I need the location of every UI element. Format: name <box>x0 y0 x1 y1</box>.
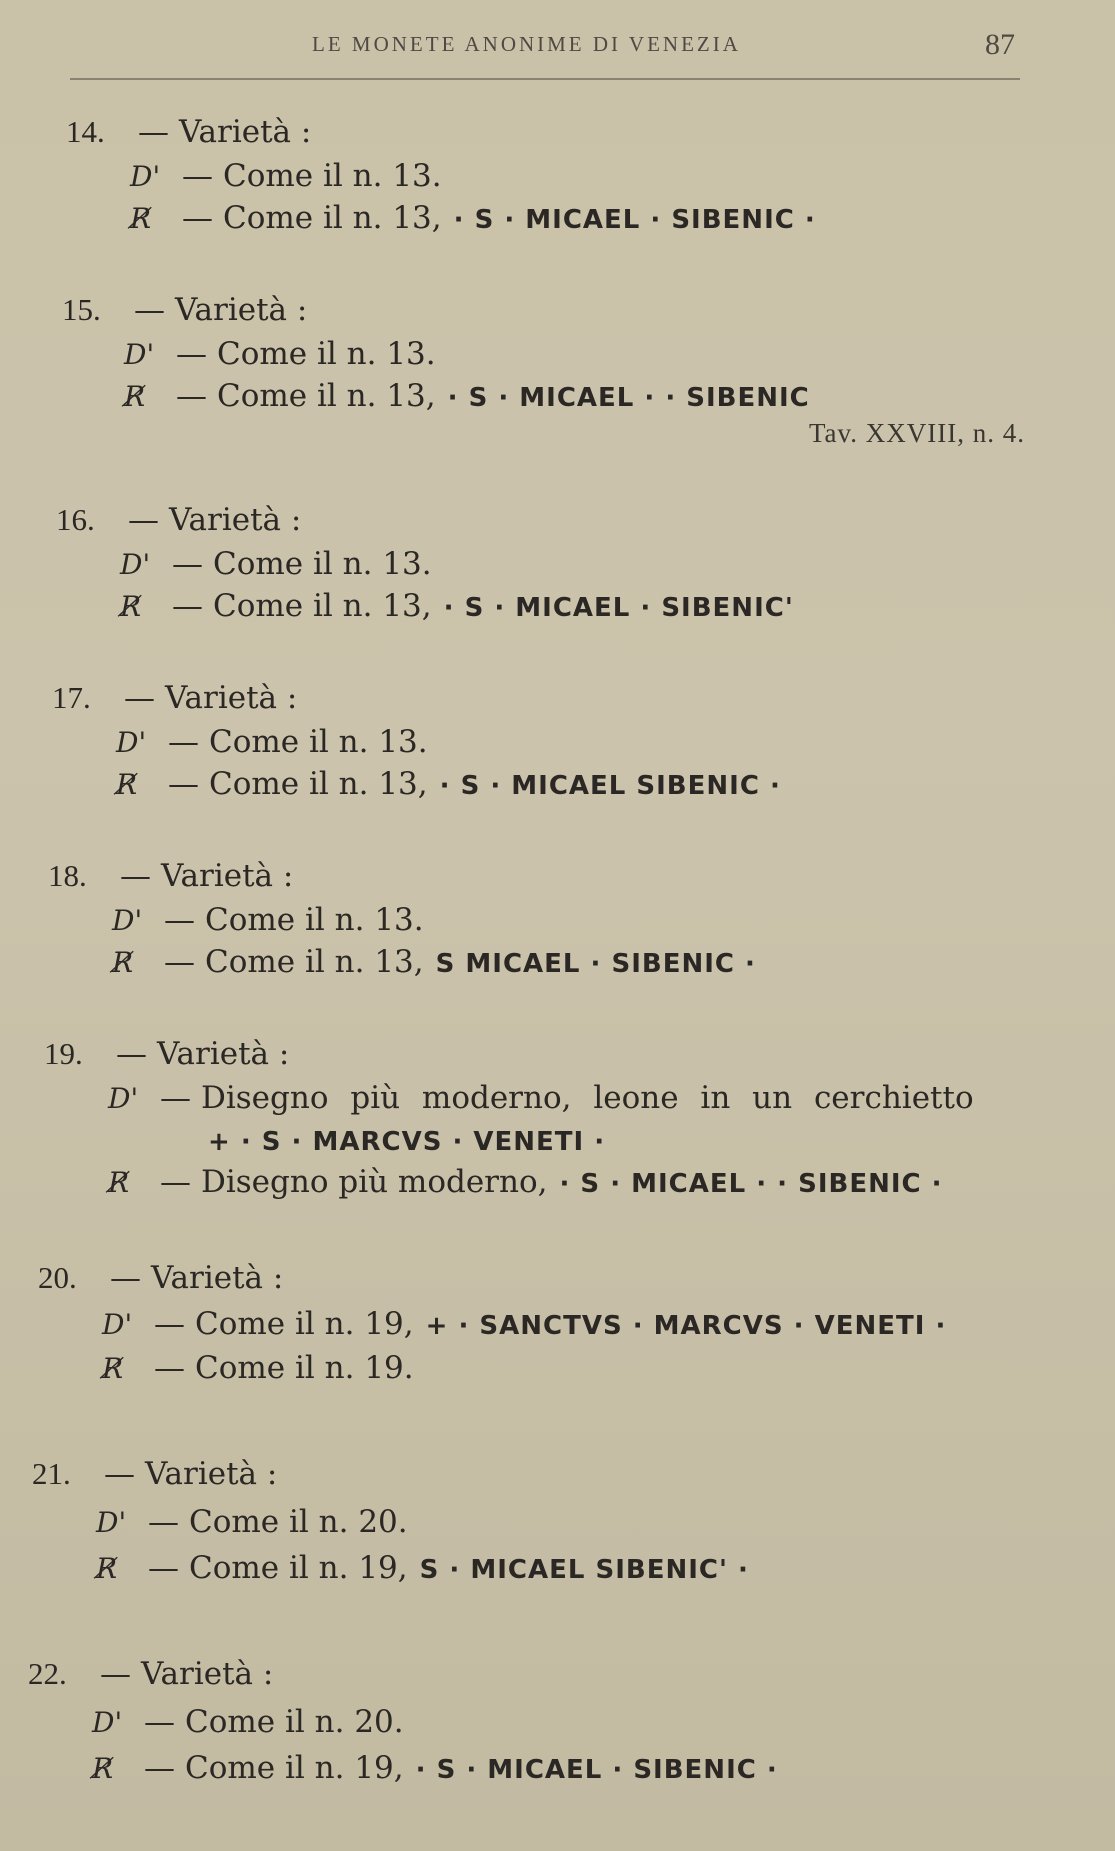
header-rule <box>70 78 1020 80</box>
reverse-line: R̸ — Come il n. 19. <box>102 1348 414 1389</box>
reverse-line: R̸ — Come il n. 13, S MICAEL · SIBENIC · <box>112 942 756 984</box>
obverse-text: Come il n. 20. <box>185 1704 404 1740</box>
reverse-text: Disegno più moderno, <box>201 1164 548 1200</box>
reverse-symbol: R̸ <box>96 1552 118 1585</box>
entry-number: 20. <box>38 1260 77 1295</box>
entry-number: 17. <box>52 680 91 715</box>
reverse-line: R̸ — Come il n. 13, · S · MICAEL SIBENIC · <box>116 764 781 806</box>
entry-title: Varietà : <box>151 1260 284 1296</box>
obverse-line: D' — Come il n. 13. <box>124 334 436 375</box>
obverse-symbol: D' <box>112 904 143 937</box>
reverse-text: Come il n. 13, <box>209 766 428 802</box>
reverse-line: R̸ — Come il n. 19, · S · MICAEL · SIBENIC · <box>92 1748 778 1790</box>
reverse-legend: · S · MICAEL · · SIBENIC · <box>559 1169 943 1199</box>
reverse-symbol: R̸ <box>108 1166 130 1199</box>
obverse-legend: + · SANCTVS · MARCVS · VENETI · <box>425 1311 947 1341</box>
reverse-legend: S · MICAEL SIBENIC' · <box>419 1555 749 1585</box>
obverse-symbol: D' <box>108 1082 139 1115</box>
obverse-symbol: D' <box>96 1506 127 1539</box>
reverse-symbol: R̸ <box>120 590 142 623</box>
obverse-line: D' — Come il n. 13. <box>120 544 432 585</box>
page-number: 87 <box>985 28 1015 61</box>
entry-title: Varietà : <box>179 114 312 150</box>
entry-heading: 21. — Varietà : <box>32 1456 278 1492</box>
obverse-symbol: D' <box>124 338 155 371</box>
entry-heading: 16. — Varietà : <box>56 502 302 538</box>
obverse-text: Come il n. 13. <box>209 724 428 760</box>
reverse-line: R̸ — Come il n. 13, · S · MICAEL · SIBENIC' <box>120 586 794 628</box>
reverse-legend: · S · MICAEL · SIBENIC · <box>415 1755 778 1785</box>
obverse-line: D' — Come il n. 13. <box>130 156 442 197</box>
reverse-text: Come il n. 13, <box>217 378 436 414</box>
entry-title: Varietà : <box>161 858 294 894</box>
reverse-text: Come il n. 13, <box>213 588 432 624</box>
entry-heading: 18. — Varietà : <box>48 858 294 894</box>
reverse-line: R̸ — Disegno più moderno, · S · MICAEL · · SIBENIC · <box>108 1162 943 1204</box>
reverse-text: Come il n. 13, <box>205 944 424 980</box>
reverse-text: Come il n. 19, <box>185 1750 404 1786</box>
entry-number: 21. <box>32 1456 71 1491</box>
entry-title: Varietà : <box>157 1036 290 1072</box>
reverse-text: Come il n. 13, <box>223 200 442 236</box>
obverse-symbol: D' <box>92 1706 123 1739</box>
entry-title: Varietà : <box>169 502 302 538</box>
obverse-line: D' — Disegno più moderno, leone in un cerchietto <box>108 1078 974 1119</box>
obverse-text: Come il n. 20. <box>189 1504 408 1540</box>
obverse-line: D' — Come il n. 20. <box>96 1502 408 1543</box>
reverse-legend: · S · MICAEL · SIBENIC' <box>443 593 794 623</box>
reverse-symbol: R̸ <box>116 768 138 801</box>
reverse-symbol: R̸ <box>130 202 152 235</box>
obverse-text: Come il n. 13. <box>223 158 442 194</box>
obverse-legend-line <box>196 1120 605 1162</box>
entry-title: Varietà : <box>141 1656 274 1692</box>
entry-number: 19. <box>44 1036 83 1071</box>
obverse-symbol: D' <box>116 726 147 759</box>
entry-number: 15. <box>62 292 101 327</box>
entry-heading: 17. — Varietà : <box>52 680 298 716</box>
plate-reference: Tav. XXVIII, n. 4. <box>808 418 1025 448</box>
entry-heading: 15. — Varietà : <box>62 292 308 328</box>
running-head: LE MONETE ANONIME DI VENEZIA <box>312 32 741 56</box>
entry-heading: 22. — Varietà : <box>28 1656 274 1692</box>
reverse-line: R̸ — Come il n. 13, · S · MICAEL · · SIBENIC <box>124 376 810 418</box>
reverse-symbol: R̸ <box>112 946 134 979</box>
obverse-line: D' — Come il n. 19, + · SANCTVS · MARCVS · VENETI · <box>102 1304 946 1346</box>
obverse-text: Come il n. 13. <box>217 336 436 372</box>
obverse-line: D' — Come il n. 13. <box>112 900 424 941</box>
obverse-symbol: D' <box>130 160 161 193</box>
entry-title: Varietà : <box>165 680 298 716</box>
entry-number: 16. <box>56 502 95 537</box>
reverse-legend: S MICAEL · SIBENIC · <box>435 949 756 979</box>
reverse-legend: · S · MICAEL · · SIBENIC <box>447 383 810 413</box>
reverse-legend: · S · MICAEL · SIBENIC · <box>453 205 816 235</box>
obverse-text: Come il n. 13. <box>213 546 432 582</box>
obverse-line: D' — Come il n. 20. <box>92 1702 404 1743</box>
entry-heading: 19. — Varietà : <box>44 1036 290 1072</box>
obverse-symbol: D' <box>102 1308 133 1341</box>
reverse-line: R̸ — Come il n. 19, S · MICAEL SIBENIC' · <box>96 1548 749 1590</box>
entry-heading: 14. — Varietà : <box>66 114 312 150</box>
entry-heading: 20. — Varietà : <box>38 1260 284 1296</box>
obverse-legend: + · S · MARCVS · VENETI · <box>208 1127 606 1157</box>
entry-number: 18. <box>48 858 87 893</box>
reverse-line: R̸ — Come il n. 13, · S · MICAEL · SIBENIC · <box>130 198 816 240</box>
entry-number: 14. <box>66 114 105 149</box>
obverse-text: Come il n. 13. <box>205 902 424 938</box>
entry-number: 22. <box>28 1656 67 1691</box>
obverse-text: Come il n. 19, <box>195 1306 414 1342</box>
entry-title: Varietà : <box>145 1456 278 1492</box>
obverse-text: Disegno più moderno, leone in un cerchietto <box>201 1080 974 1116</box>
obverse-symbol: D' <box>120 548 151 581</box>
obverse-line: D' — Come il n. 13. <box>116 722 428 763</box>
reverse-symbol: R̸ <box>92 1752 114 1785</box>
reverse-symbol: R̸ <box>124 380 146 413</box>
entry-title: Varietà : <box>175 292 308 328</box>
reverse-text: Come il n. 19, <box>189 1550 408 1586</box>
reverse-symbol: R̸ <box>102 1352 124 1385</box>
reverse-text: Come il n. 19. <box>195 1350 414 1386</box>
reverse-legend: · S · MICAEL SIBENIC · <box>439 771 781 801</box>
